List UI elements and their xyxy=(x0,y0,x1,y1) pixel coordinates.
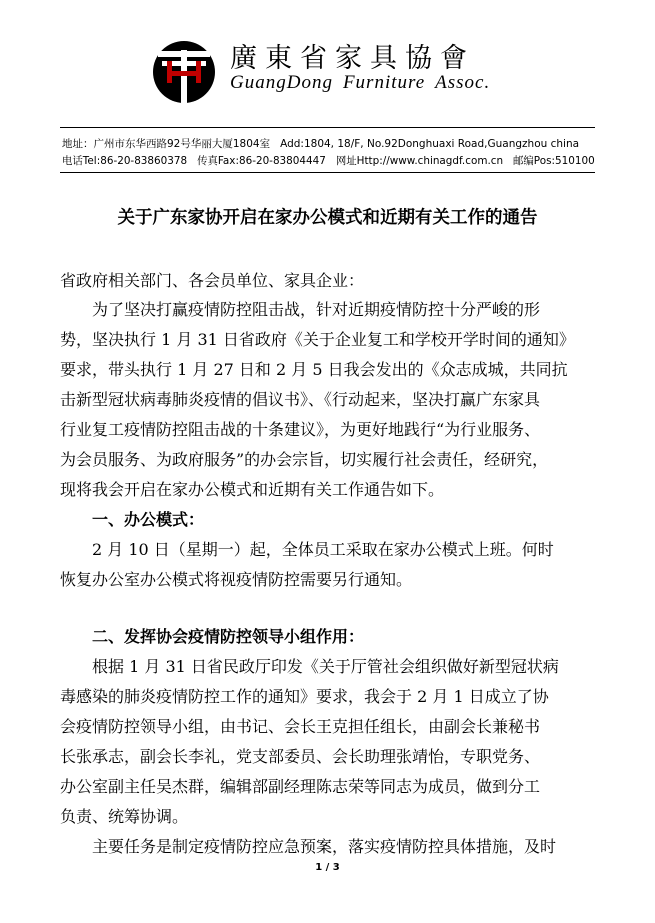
website-link[interactable]: 网址Http://www.chinagdf.com.cn xyxy=(335,155,504,167)
contact-phone-line xyxy=(62,153,595,168)
org-name-en-word: GuangDong xyxy=(230,72,333,93)
postal-code: 邮编Pos:510100 xyxy=(512,155,595,167)
paragraph-line: 现将我会开启在家办公模式和近期有关工作通告如下。 xyxy=(60,480,445,499)
address-en: Add:1804, 18/F, No.92Donghuaxi Road,Guangzhou china xyxy=(280,138,580,150)
section-2-line: 办公室副主任吴杰群，编辑部副经理陈志荣等同志为成员，做到分工 xyxy=(60,777,541,796)
section-2-line: 毒感染的肺炎疫情防控工作的通知》要求，我会于 2 月 1 日成立了协 xyxy=(60,687,549,706)
letterhead xyxy=(0,0,655,120)
header-rule-bottom xyxy=(60,172,595,173)
section-1-line: 恢复办公室办公模式将视疫情防控需要另行通知。 xyxy=(60,570,413,589)
org-name-en-word: Assoc. xyxy=(435,72,491,93)
paragraph-line: 击新型冠状病毒肺炎疫情的倡议书》、《行动起来，坚决打赢广东家具 xyxy=(60,390,541,409)
section-2-line: 负责、统筹协调。 xyxy=(60,807,189,826)
org-name-en-word: Furniture xyxy=(342,72,426,93)
section-1-line: 2 月 10 日（星期一）起，全体员工采取在家办公模式上班。何时 xyxy=(92,540,554,559)
header-rule-top xyxy=(60,127,595,128)
fax: 传真Fax:86-20-83804447 xyxy=(197,155,326,167)
association-logo xyxy=(152,40,216,104)
section-2-line: 会疫情防控领导小组，由书记、会长王克担任组长，由副会长兼秘书 xyxy=(60,717,541,736)
document-title: 关于广东家协开启在家办公模式和近期有关工作的通告 xyxy=(117,208,538,228)
paragraph-line: 要求，带头执行 1 月 27 日和 2 月 5 日我会发出的《众志成城，共同抗 xyxy=(60,360,568,379)
section-2-task-line: 主要任务是制定疫情防控应急预案，落实疫情防控具体措施，及时 xyxy=(92,837,557,856)
address-cn: 地址：广州市东华西路92号华丽大厦1804室 xyxy=(62,138,271,150)
paragraph-line: 势，坚决执行 1 月 31 日省政府《关于企业复工和学校开学时间的通知》 xyxy=(60,330,575,349)
contact-address-line xyxy=(62,136,579,151)
section-2-line: 长张承志，副会长李礼，党支部委员、会长助理张靖怡，专职党务、 xyxy=(60,747,541,766)
phone: 电话Tel:86-20-83860378 xyxy=(62,155,188,167)
org-name-en xyxy=(230,72,490,94)
salutation: 省政府相关部门、各会员单位、家具企业： xyxy=(60,271,365,290)
paragraph-line: 行业复工疫情防控阻击战的十条建议》，为更好地践行“为行业服务、 xyxy=(60,420,541,439)
section-2-line: 根据 1 月 31 日省民政厅印发《关于厅管社会组织做好新型冠状病 xyxy=(92,657,559,676)
section-1-heading: 一、办公模式： xyxy=(92,510,205,529)
org-name-cn: 廣東省家具協會 xyxy=(230,43,475,74)
paragraph-line: 为会员服务、为政府服务”的办会宗旨，切实履行社会责任，经研究， xyxy=(60,450,549,469)
paragraph-line: 为了坚决打赢疫情防控阻击战，针对近期疫情防控十分严峻的形 xyxy=(92,300,541,319)
section-2-heading: 二、发挥协会疫情防控领导小组作用： xyxy=(92,627,365,646)
page-indicator: 1 / 3 xyxy=(315,862,340,873)
